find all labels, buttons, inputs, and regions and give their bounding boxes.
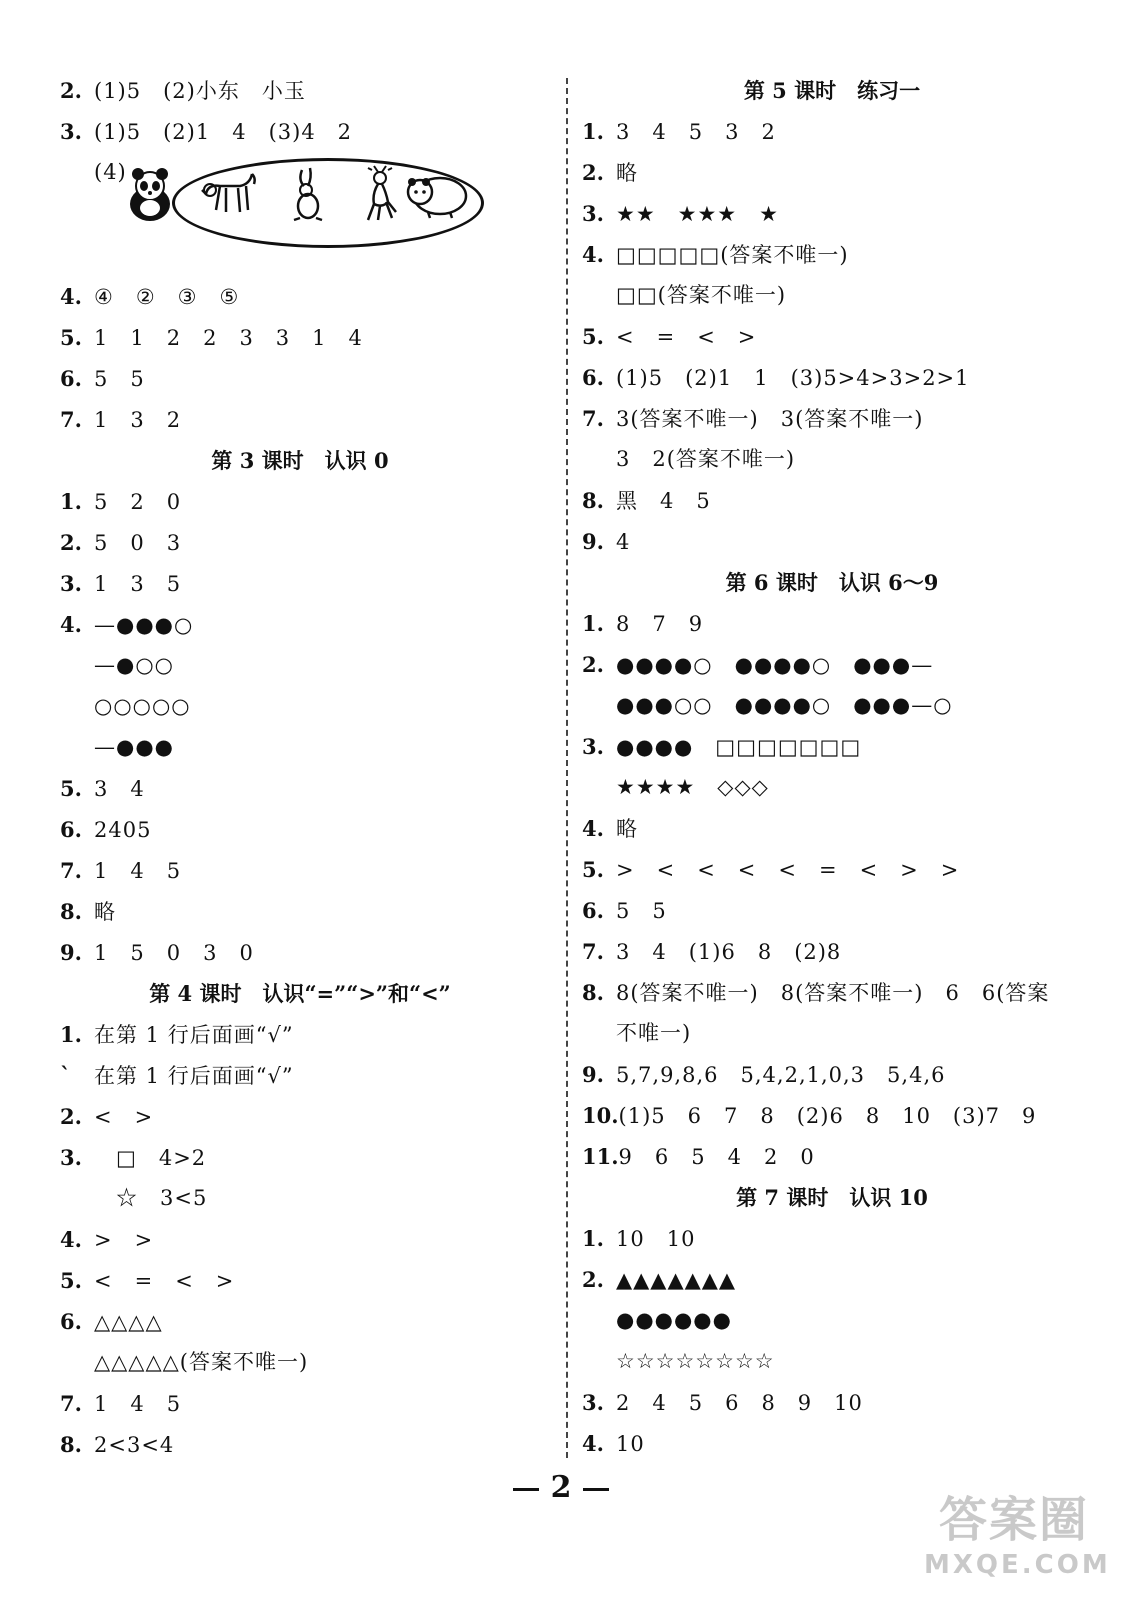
- answer-row: [60, 70, 306, 111]
- answer-text: 2405: [94, 818, 152, 842]
- dash-right: [583, 1488, 609, 1491]
- question-number: 4.: [60, 284, 82, 309]
- answer-row: [582, 316, 756, 357]
- answer-row: [582, 1382, 863, 1423]
- question-number: 2.: [582, 1267, 604, 1292]
- answer-row: [60, 399, 181, 440]
- question-number: 5.: [60, 325, 82, 350]
- dash-left: [513, 1488, 539, 1491]
- answer-text: 10 10: [616, 1227, 696, 1251]
- answer-text: ●●●○○ ●●●●○ ●●●—○: [616, 693, 953, 717]
- answer-row: [60, 891, 116, 932]
- answer-row: [582, 1300, 732, 1341]
- question-number: 8.: [60, 899, 82, 924]
- lesson-heading: 第 3 课时 认识 0: [211, 448, 389, 473]
- answer-text: ★★★★ ◇◇◇: [616, 775, 769, 799]
- answer-text: 1 4 5: [94, 1392, 182, 1416]
- question-number: 1.: [60, 489, 82, 514]
- answer-row: [60, 686, 191, 727]
- question-number: 1.: [582, 1226, 604, 1251]
- answer-text: 5 5: [616, 899, 667, 923]
- answer-text: > < < < < = < > >: [616, 858, 960, 882]
- answer-text: 1 5 0 3 0: [94, 941, 254, 965]
- answer-text: 9 6 5 4 2 0: [618, 1145, 815, 1169]
- answer-text: 8 7 9: [616, 612, 704, 636]
- answer-row: [582, 808, 638, 849]
- question-number: `: [60, 1063, 71, 1088]
- answer-row: [60, 850, 181, 891]
- answer-text: 4: [616, 530, 631, 554]
- answer-text: 2<3<4: [94, 1433, 175, 1457]
- answer-row: [60, 358, 145, 399]
- question-number: 4.: [60, 1227, 82, 1252]
- answer-row: [60, 1014, 294, 1055]
- answer-text: 1 1 2 2 3 3 1 4: [94, 326, 363, 350]
- question-number: 11.: [582, 1144, 619, 1169]
- column-divider: [566, 78, 568, 1458]
- answer-text: 3 2(答案不唯一): [616, 447, 796, 471]
- lesson-heading: 第 6 课时 认识 6～9: [725, 570, 939, 595]
- watermark-line1: 答案圈: [938, 1492, 1089, 1548]
- answer-row: [582, 603, 703, 644]
- watermark: [924, 1492, 1111, 1592]
- question-number: 6.: [60, 1309, 82, 1334]
- answer-row: [582, 726, 861, 767]
- question-number: 7.: [60, 858, 82, 883]
- bear-icon: [400, 164, 472, 224]
- answer-text: (1)5 6 7 8 (2)6 8 10 (3)7 9: [618, 1104, 1037, 1128]
- answer-row: [582, 644, 933, 685]
- answer-row: [60, 276, 239, 317]
- animal-illustration: [60, 146, 540, 256]
- answer-text: ●●●●●●: [616, 1308, 732, 1332]
- answer-row: [60, 1260, 234, 1301]
- question-number: 6.: [60, 817, 82, 842]
- question-number: 3.: [60, 119, 82, 144]
- question-number: 2.: [60, 78, 82, 103]
- answer-text: △△△△△(答案不唯一): [94, 1350, 309, 1374]
- lesson-heading: 第 5 课时 练习一: [743, 78, 921, 103]
- answer-row: [60, 1096, 153, 1137]
- answer-text: 略: [616, 817, 638, 841]
- answer-text: (1)5 (2)小东 小玉: [94, 79, 306, 103]
- answer-row: [60, 1301, 163, 1342]
- answer-text: < = < >: [616, 325, 757, 349]
- answer-text: 8(答案不唯一) 8(答案不唯一) 6 6(答案: [616, 981, 1050, 1005]
- answer-row: [60, 1137, 206, 1178]
- question-number: 10.: [582, 1103, 619, 1128]
- question-number: 4.: [582, 1431, 604, 1456]
- answer-row: [582, 1341, 775, 1382]
- answer-row: [582, 1218, 695, 1259]
- answer-row: [60, 1055, 294, 1096]
- answer-text: 1 3 5: [94, 572, 182, 596]
- question-number: 9.: [582, 529, 604, 554]
- answer-row: [582, 1423, 645, 1464]
- question-number: 2.: [60, 530, 82, 555]
- answer-text: △△△△: [94, 1310, 163, 1334]
- answer-row: [60, 481, 181, 522]
- answer-text: —●●●○: [94, 613, 194, 637]
- question-number: 5.: [582, 324, 604, 349]
- question-number: 3.: [582, 201, 604, 226]
- answer-row: [582, 849, 959, 890]
- answer-text: 1 3 2: [94, 408, 182, 432]
- answer-text: (1)5 (2)1 4 (3)4 2: [94, 120, 353, 144]
- answer-row: [582, 1136, 815, 1177]
- question-number: 2.: [60, 1104, 82, 1129]
- answer-text: 不唯一): [616, 1021, 692, 1045]
- answer-row: [60, 1178, 207, 1219]
- answer-row: [60, 1383, 181, 1424]
- answer-text: 3 4 5 3 2: [616, 120, 776, 144]
- answer-text: □□□□□(答案不唯一): [616, 243, 849, 267]
- answer-row: [582, 234, 849, 275]
- question-number: 1.: [60, 1022, 82, 1047]
- question-number: 4.: [60, 612, 82, 637]
- answer-row: [60, 809, 151, 850]
- answer-row: [582, 685, 953, 726]
- answer-row: [60, 1342, 308, 1383]
- question-number: 9.: [582, 1062, 604, 1087]
- answer-text: 10: [616, 1432, 645, 1456]
- answer-text: 在第 1 行后面画“√”: [94, 1023, 294, 1047]
- answer-row: [60, 768, 145, 809]
- answer-text: 5 5: [94, 367, 145, 391]
- answer-row: [60, 1219, 153, 1260]
- answer-text: 5 2 0: [94, 490, 182, 514]
- question-number: 5.: [582, 857, 604, 882]
- answer-row: [582, 439, 795, 480]
- answer-text: 黑 4 5: [616, 489, 711, 513]
- answer-row: [60, 727, 174, 768]
- answer-text: 3 4 (1)6 8 (2)8: [616, 940, 842, 964]
- answer-row: [582, 1054, 945, 1095]
- answer-row: [582, 890, 667, 931]
- lesson-heading: 第 4 课时 认识“=”“>”和“<”: [149, 981, 451, 1006]
- question-number: 8.: [582, 980, 604, 1005]
- rabbit-icon: [278, 164, 338, 224]
- answer-text: 在第 1 行后面画“√”: [94, 1064, 294, 1088]
- answer-text: < = < >: [94, 1269, 235, 1293]
- answer-text: 1 4 5: [94, 859, 182, 883]
- answer-text: < >: [94, 1105, 154, 1129]
- answer-row: [582, 357, 970, 398]
- answer-text: 略: [94, 900, 116, 924]
- answer-row: [60, 563, 181, 604]
- question-number: 6.: [582, 365, 604, 390]
- answer-text: 2 4 5 6 8 9 10: [616, 1391, 863, 1415]
- question-number: 6.: [60, 366, 82, 391]
- question-number: 5.: [60, 776, 82, 801]
- answer-row: [582, 1095, 1036, 1136]
- question-number: 3.: [60, 571, 82, 596]
- answer-text: 3(答案不唯一) 3(答案不唯一): [616, 407, 924, 431]
- answer-row: [582, 931, 841, 972]
- question-number: 1.: [582, 119, 604, 144]
- deer-icon: [348, 164, 408, 224]
- answer-row: [60, 645, 174, 686]
- question-number: 3.: [582, 734, 604, 759]
- answer-row: [60, 522, 181, 563]
- answer-row: [582, 275, 786, 316]
- question-number: 7.: [582, 939, 604, 964]
- answer-text: —●●●: [94, 735, 174, 759]
- question-number: 8.: [582, 488, 604, 513]
- answer-text: ★★ ★★★ ★: [616, 202, 779, 226]
- panda-icon: [126, 168, 174, 222]
- answer-text: 5 0 3: [94, 531, 182, 555]
- answer-row: [582, 1013, 691, 1054]
- answer-text: —●○○: [94, 653, 174, 677]
- question-number: 1.: [582, 611, 604, 636]
- answer-text: ●●●● □□□□□□□: [616, 735, 862, 759]
- answer-row: [60, 1424, 174, 1465]
- answer-text: (4): [94, 160, 127, 184]
- dog-icon: [198, 164, 258, 224]
- answer-row: [582, 111, 776, 152]
- answer-text: □□(答案不唯一): [616, 283, 787, 307]
- answer-text: ☆ 3<5: [94, 1186, 208, 1210]
- answer-row: [582, 480, 711, 521]
- question-number: 8.: [60, 1432, 82, 1457]
- page-number-text: 2: [550, 1470, 572, 1505]
- question-number: 7.: [60, 1391, 82, 1416]
- answer-text: ☆☆☆☆☆☆☆☆: [616, 1349, 775, 1373]
- answer-row: [582, 398, 924, 439]
- answer-text: □ 4>2: [94, 1146, 207, 1170]
- answer-text: (1)5 (2)1 1 (3)5>4>3>2>1: [616, 366, 970, 390]
- answer-row: [582, 1259, 736, 1300]
- question-number: 7.: [60, 407, 82, 432]
- answer-text: ○○○○○: [94, 694, 191, 718]
- answer-text: ▲▲▲▲▲▲▲: [616, 1268, 737, 1292]
- question-number: 6.: [582, 898, 604, 923]
- question-number: 7.: [582, 406, 604, 431]
- question-number: 2.: [582, 160, 604, 185]
- answer-row: [582, 972, 1049, 1013]
- answer-text: > >: [94, 1228, 154, 1252]
- answer-text: ●●●●○ ●●●●○ ●●●—: [616, 653, 934, 677]
- question-number: 2.: [582, 652, 604, 677]
- answer-row: [582, 152, 638, 193]
- answer-text: ④ ② ③ ⑤: [94, 285, 240, 309]
- lesson-heading: 第 7 课时 认识 10: [736, 1185, 928, 1210]
- answer-row: [582, 767, 769, 808]
- watermark-line2: MXQE.COM: [924, 1550, 1111, 1580]
- question-number: 5.: [60, 1268, 82, 1293]
- answer-row: [60, 604, 193, 645]
- answer-text: 5,7,9,8,6 5,4,2,1,0,3 5,4,6: [616, 1063, 946, 1087]
- question-number: 9.: [60, 940, 82, 965]
- answer-row: [60, 932, 254, 973]
- answer-row: [582, 521, 630, 562]
- answer-row: [582, 193, 779, 234]
- question-number: 3.: [60, 1145, 82, 1170]
- question-number: 4.: [582, 816, 604, 841]
- question-number: 3.: [582, 1390, 604, 1415]
- answer-text: 3 4: [94, 777, 145, 801]
- question-number: 4.: [582, 242, 604, 267]
- answer-row: [60, 317, 363, 358]
- answer-text: 略: [616, 161, 638, 185]
